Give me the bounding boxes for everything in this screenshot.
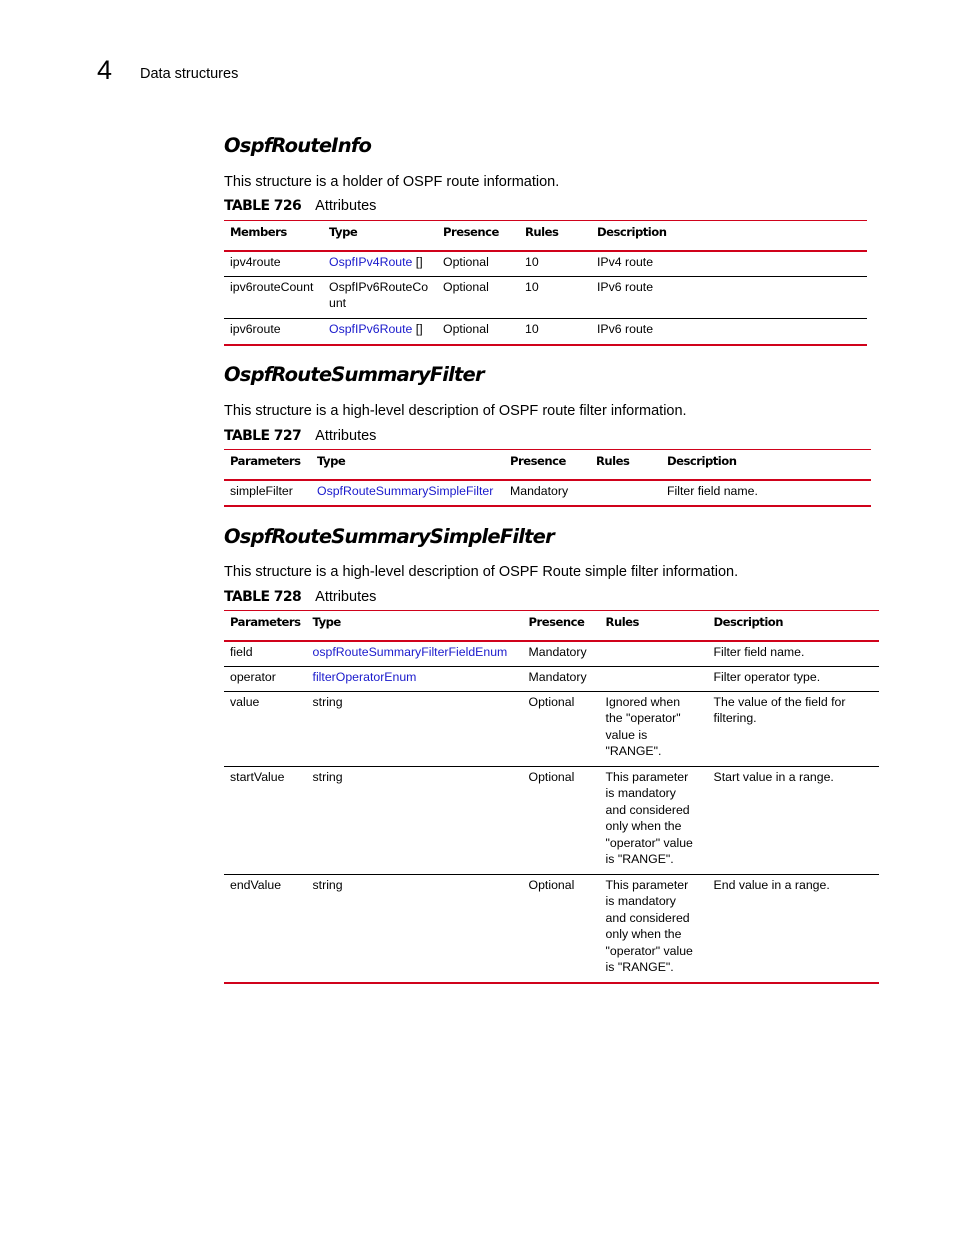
cell-presence: Mandatory <box>528 670 587 684</box>
table-row <box>224 319 867 345</box>
table-row <box>224 277 867 319</box>
rules-line: value is <box>605 727 648 742</box>
attributes-table-726 <box>224 220 867 346</box>
section-title-ospfroutesummarysimplefilter: OspfRouteSummarySimpleFilter <box>224 525 554 548</box>
attributes-table-727 <box>224 449 871 507</box>
column-header: Type <box>329 225 358 239</box>
table-header-row <box>224 611 879 641</box>
table-row <box>224 692 879 767</box>
table-label: TABLE 728 <box>224 589 302 605</box>
cell-type <box>323 319 437 345</box>
table-caption-text: Attributes <box>315 428 377 444</box>
cell-member: ipv4route <box>230 254 281 269</box>
rules-line: and considered <box>605 910 690 925</box>
section-intro: This structure is a high-level description of OSPF route filter information. <box>224 403 687 419</box>
column-header: Description <box>667 454 737 468</box>
type-link[interactable]: OspfIPv6Route <box>329 322 413 336</box>
cell-rules <box>600 767 708 875</box>
cell-rules: 10 <box>525 322 539 336</box>
rules-line: "operator" value <box>605 943 693 958</box>
cell-description: IPv6 route <box>597 322 654 336</box>
cell-rules <box>600 667 708 692</box>
cell-presence: Optional <box>528 770 575 784</box>
table-row <box>224 641 879 667</box>
column-header: Parameters <box>230 615 301 629</box>
table-row <box>224 667 879 692</box>
cell-type <box>307 667 523 692</box>
rules-line: This parameter <box>605 878 689 892</box>
description-line: filtering. <box>713 711 757 726</box>
cell-type <box>307 641 523 667</box>
table-row <box>224 767 879 875</box>
rules-line: is "RANGE". <box>605 852 674 867</box>
type-link[interactable]: ospfRouteSummaryFilterFieldEnum <box>312 644 508 659</box>
attributes-table-728 <box>224 610 879 984</box>
cell-description <box>708 875 879 983</box>
table-label: TABLE 726 <box>224 198 302 214</box>
table-header-row <box>224 450 871 480</box>
type-suffix: [] <box>412 322 423 336</box>
table-caption <box>224 197 376 215</box>
cell-parameter: startValue <box>230 770 285 784</box>
cell-rules: 10 <box>525 254 539 269</box>
cell-presence: Mandatory <box>510 483 569 498</box>
rules-line: and considered <box>605 802 690 817</box>
table-row <box>224 875 879 983</box>
table-row <box>224 480 871 506</box>
cell-type <box>323 277 437 319</box>
cell-description: Filter field name. <box>667 483 758 498</box>
cell-description <box>708 692 879 767</box>
column-header: Type <box>317 454 346 468</box>
section-intro: This structure is a high-level description of OSPF Route simple filter information. <box>224 564 739 580</box>
cell-type <box>323 251 437 277</box>
column-header: Rules <box>596 454 630 468</box>
table-label: TABLE 727 <box>224 428 302 444</box>
column-header: Rules <box>525 225 559 239</box>
cell-rules: 10 <box>525 280 539 294</box>
rules-line: Ignored when <box>605 695 681 709</box>
cell-presence: Optional <box>443 280 489 294</box>
table-caption-text: Attributes <box>315 589 377 605</box>
column-header: Rules <box>605 615 639 629</box>
column-header: Description <box>597 225 667 239</box>
rules-line: is "RANGE". <box>605 960 674 975</box>
section-title-ospfrouteinfo: OspfRouteInfo <box>224 134 372 157</box>
rules-line: the "operator" <box>605 711 681 726</box>
column-header: Type <box>312 615 341 629</box>
cell-description <box>708 641 879 667</box>
cell-parameter: endValue <box>230 878 282 892</box>
type-link[interactable]: OspfRouteSummarySimpleFilter <box>317 483 494 498</box>
cell-description <box>708 767 879 875</box>
rules-line: only when the <box>605 927 682 942</box>
type-line: unt <box>329 296 347 311</box>
chapter-title: Data structures <box>140 66 239 82</box>
column-header: Description <box>713 615 784 629</box>
rules-line: "RANGE". <box>605 744 662 759</box>
cell-presence: Mandatory <box>528 644 587 659</box>
section-title-ospfroutesummaryfilter: OspfRouteSummaryFilter <box>224 363 484 386</box>
cell-description <box>708 667 879 692</box>
description-line: The value of the field for <box>713 695 846 709</box>
cell-parameter: operator <box>230 670 276 684</box>
table-row <box>224 251 867 277</box>
cell-type: string <box>312 770 343 784</box>
cell-presence: Optional <box>443 322 489 336</box>
column-header: Members <box>230 225 287 239</box>
cell-rules <box>590 480 661 506</box>
cell-parameter: value <box>230 695 260 709</box>
description-line: Filter operator type. <box>713 670 821 684</box>
cell-description: IPv4 route <box>597 254 654 269</box>
cell-presence: Optional <box>528 695 575 709</box>
table-caption-text: Attributes <box>315 198 377 214</box>
section-intro: This structure is a holder of OSPF route information. <box>224 174 560 190</box>
description-line: Start value in a range. <box>713 770 834 784</box>
table-caption <box>224 588 376 606</box>
rules-line: is mandatory <box>605 894 676 909</box>
cell-presence: Optional <box>528 878 575 892</box>
cell-rules <box>600 641 708 667</box>
type-link[interactable]: OspfIPv4Route <box>329 254 413 269</box>
cell-member: ipv6route <box>230 322 281 336</box>
cell-rules <box>600 692 708 767</box>
rules-line: only when the <box>605 819 682 834</box>
cell-member: ipv6routeCount <box>230 280 314 294</box>
type-line: OspfIPv6RouteCo <box>329 280 429 294</box>
description-line: Filter field name. <box>713 644 805 659</box>
cell-parameter: field <box>230 644 253 659</box>
rules-line: is mandatory <box>605 786 676 801</box>
cell-presence: Optional <box>443 254 489 269</box>
cell-parameter: simpleFilter <box>230 483 293 498</box>
rules-line: "operator" value <box>605 835 693 850</box>
column-header: Presence <box>528 615 585 629</box>
type-link[interactable]: filterOperatorEnum <box>312 670 417 684</box>
type-suffix: [] <box>412 254 423 269</box>
column-header: Parameters <box>230 454 301 468</box>
table-header-row <box>224 221 867 251</box>
cell-type: string <box>312 878 343 892</box>
column-header: Presence <box>510 454 566 468</box>
description-line: End value in a range. <box>713 878 830 892</box>
chapter-number: 4 <box>97 55 113 85</box>
cell-type: string <box>312 695 343 709</box>
column-header: Presence <box>443 225 499 239</box>
rules-line: This parameter <box>605 770 689 784</box>
cell-type <box>311 480 504 506</box>
cell-description: IPv6 route <box>597 280 654 294</box>
cell-rules <box>600 875 708 983</box>
table-caption <box>224 427 376 445</box>
